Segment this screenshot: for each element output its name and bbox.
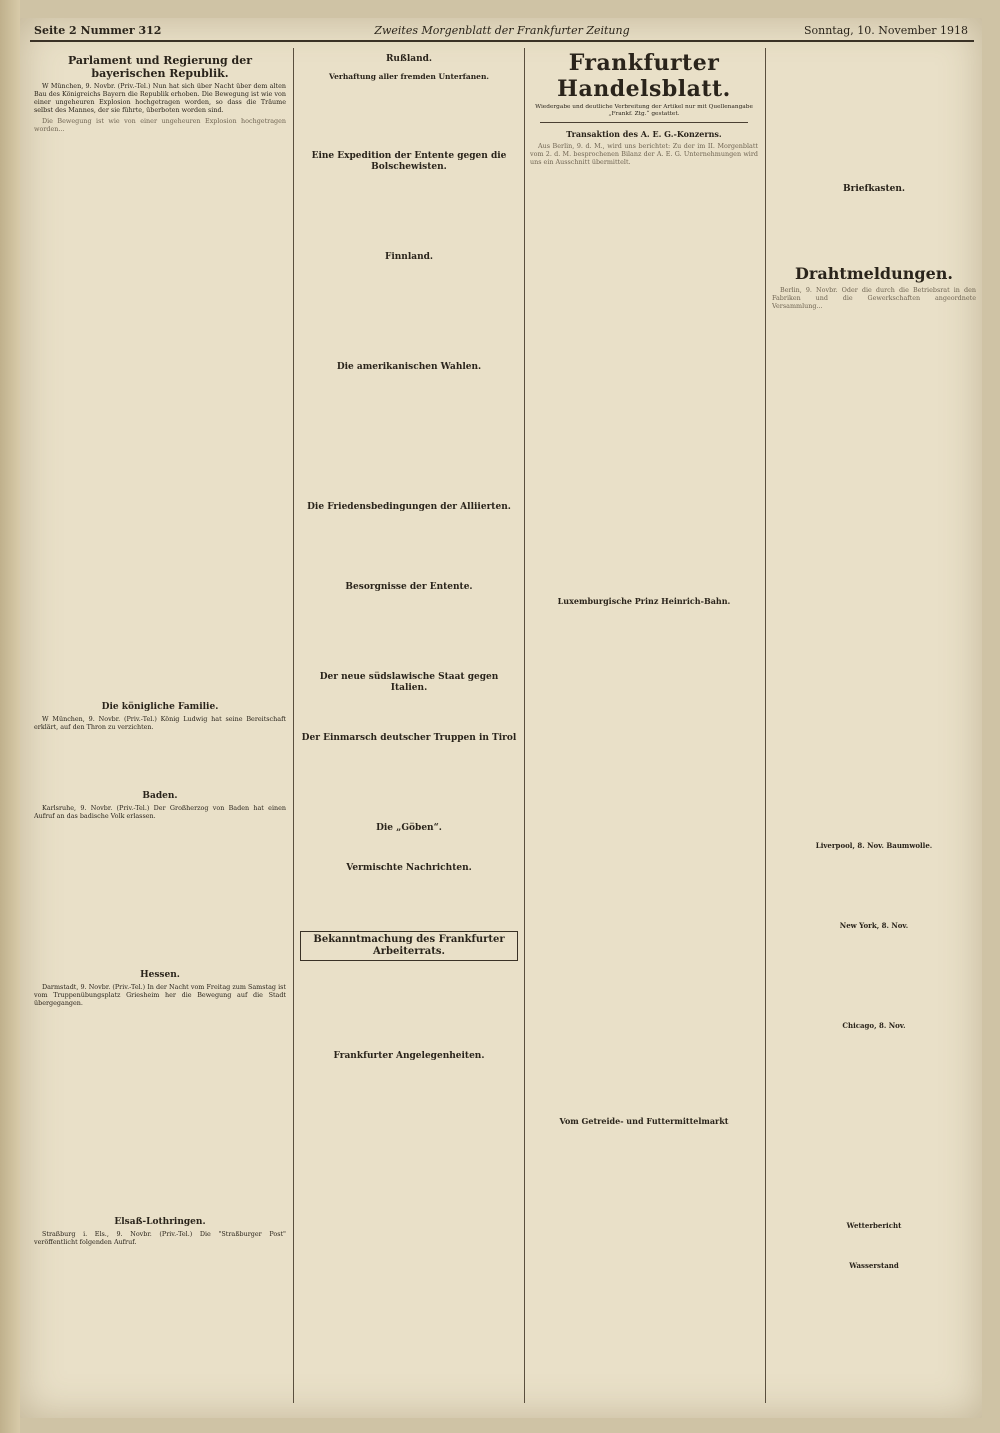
headline-tyrol: Der Einmarsch deutscher Truppen in Tirol: [301, 733, 517, 743]
headline-goeben: Die „Göben“.: [376, 823, 442, 833]
headline-new-york: New York, 8. Nov.: [839, 920, 909, 930]
headline-grain-market: Vom Getreide- und Futtermittelmarkt: [559, 1115, 729, 1126]
headline-liverpool: Liverpool, 8. Nov. Baumwolle.: [815, 840, 933, 850]
headline-prince-heinrich-railway: Luxemburgische Prinz Heinrich-Bahn.: [557, 595, 731, 606]
column-politics: [34, 48, 286, 1403]
headline-south-slav-state: Der neue südslawische Staat gegen Italien.: [319, 672, 499, 693]
column-rule: [524, 48, 525, 1403]
headline-telegrams: Drahtmeldungen.: [795, 264, 953, 283]
column-foreign: [300, 48, 518, 1403]
article-hessen: Darmstadt, 9. Novbr. (Priv.-Tel.) In der Nacht vom Freitag zum Samstag ist vom Truppenübungsplatz Griesheim her die Bewegung auf die Stadt übergegangen.: [34, 983, 286, 1007]
page-number: Seite 2 Nummer 312: [34, 24, 162, 37]
article-alsace: Straßburg i. Els., 9. Novbr. (Priv.-Tel.) Die "Straßburger Post" veröffentlicht folgenden Aufruf.: [34, 1229, 286, 1246]
column-rule: [765, 48, 766, 1403]
column-telegrams: [772, 48, 976, 1403]
headline-entente-concerns: Besorgnisse der Entente.: [345, 582, 473, 592]
page-edge: [0, 0, 20, 1433]
article-text: Die Bewegung ist wie von einer ungeheuren Explosion hochgetragen worden...: [34, 116, 286, 133]
issue-date: Sonntag, 10. November 1918: [803, 24, 968, 37]
headline-chicago: Chicago, 8. Nov.: [842, 1020, 906, 1030]
article-continuation: [34, 136, 286, 696]
article-telegrams: Berlin, 9. Novbr. Oder die durch die Betriebsrat in den Fabriken und die Gewerkschaften angeordnete Versammlung...: [772, 286, 976, 310]
headline-frankfurt-affairs: Frankfurter Angelegenheiten.: [333, 1051, 485, 1061]
announcement-workers-council: Bekanntmachung des Frankfurter Arbeiterrats.: [300, 931, 518, 961]
article-parliament: W München, 9. Novbr. (Priv.-Tel.) Nun hat sich über Nacht über dem alten Bau des Königreichs Bayern die Republik erhoben. Die Bewegung ist wie von einer ungeheuren Explosion hochgetragen worden, so dass die Träume selbst des Mannes, der sie führte, überboten worden sind.: [34, 82, 286, 114]
headline-peace-conditions: Die Friedensbedingungen der Alliierten.: [307, 502, 511, 512]
section-subtitle: Wiedergabe und deutliche Verbreitung der Artikel nur mit Quellenangabe „Frankf. Ztg.“ gestattet.: [535, 104, 753, 117]
article-aeg: Aus Berlin, 9. d. M., wird uns berichtet: Zu der im II. Morgenblatt vom 2. d. M. besprochenen Bilanz der A. E. G. Unternehmungen wird uns ein Ausschnitt übermittelt.: [530, 142, 758, 166]
headline-misc-news: Vermischte Nachrichten.: [346, 863, 472, 873]
headline-american-elections: Die amerikanischen Wahlen.: [336, 362, 482, 372]
article-baden: Karlsruhe, 9. Novbr. (Priv.-Tel.) Der Großherzog von Baden hat einen Aufruf an das badische Volk erlassen.: [34, 804, 286, 821]
masthead: [30, 22, 974, 42]
headline-finland: Finnland.: [384, 252, 434, 262]
headline-alsace: Elsaß-Lothringen.: [114, 1216, 206, 1227]
newspaper-name: Zweites Morgenblatt der Frankfurter Zeitung: [374, 24, 630, 37]
headline-russia: Rußland.: [385, 54, 433, 64]
column-commerce: [530, 48, 758, 1403]
headline-letterbox: Briefkasten.: [842, 184, 906, 194]
headline-weather: Wetterbericht: [846, 1220, 902, 1230]
headline-royal-family: Die königliche Familie.: [101, 702, 219, 713]
headline-parliament: Parlament und Regierung der bayerischen Republik.: [67, 54, 253, 80]
headline-water-level: Wasserstand: [849, 1260, 899, 1270]
headline-hessen: Hessen.: [140, 970, 180, 981]
article-royal-family: W München, 9. Novbr. (Priv.-Tel.) König Ludwig hat seine Bereitschaft erklärt, auf den Thron zu verzichten.: [34, 715, 286, 732]
section-title-commerce: Frankfurter Handelsblatt.: [557, 50, 731, 102]
column-rule: [293, 48, 294, 1403]
headline-aeg: Transaktion des A. E. G.-Konzerns.: [566, 129, 722, 139]
headline-baden: Baden.: [142, 791, 178, 802]
subhead-russia: Verhaftung aller fremden Unterfanen.: [328, 72, 490, 81]
headline-entente-expedition: Eine Expedition der Entente gegen die Bolschewisten.: [311, 151, 507, 172]
